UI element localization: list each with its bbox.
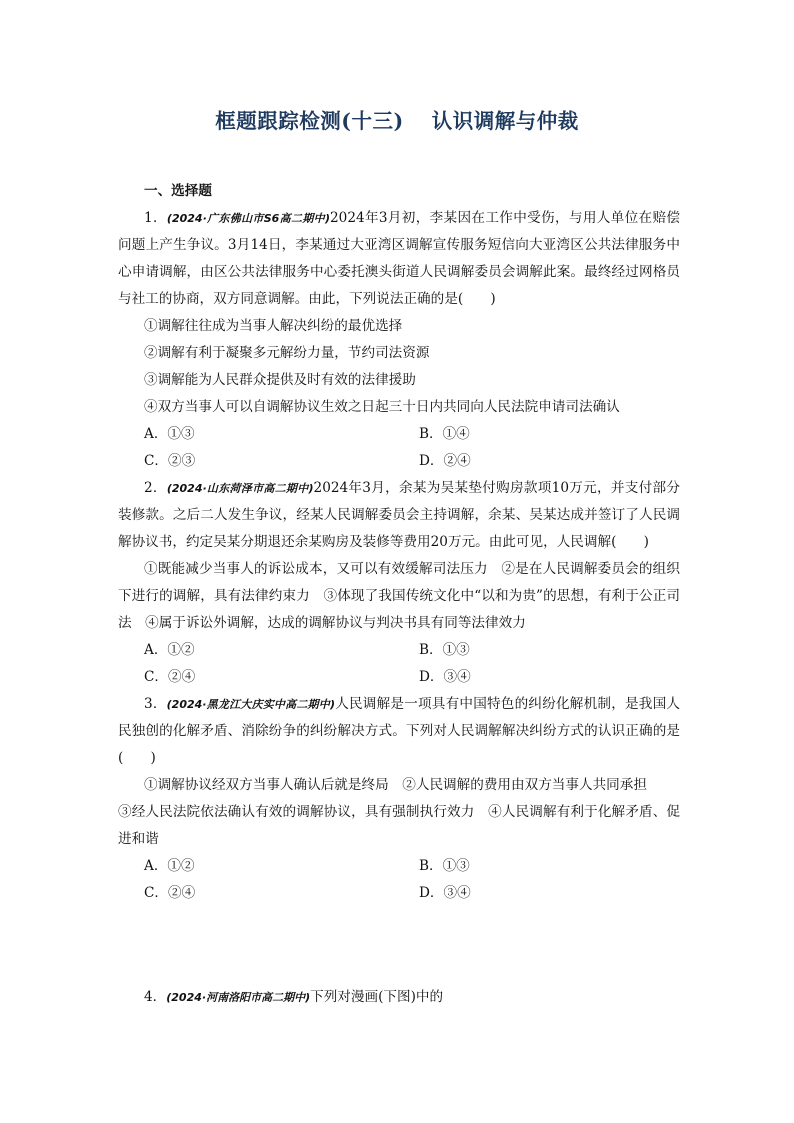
- question-4: [118, 984, 680, 1011]
- page-title: [0, 104, 794, 134]
- question-3-choice-c: C．②④: [144, 885, 196, 901]
- page-title-main: 框题跟踪检测(十三): [215, 109, 404, 133]
- question-1-statement-4: ④双方当事人可以自调解协议生效之日起三十日内共同向人民法院申请司法确认: [144, 399, 620, 415]
- question-3-choice-b: B．①③: [419, 858, 470, 874]
- question-2-statements: ①既能减少当事人的诉讼成本，又可以有效缓解司法压力 ②是在人民调解委员会的组织下进行的调解，具有法律约束力 ③体现了我国传统文化中“以和为贵”的思想，有利于公正司法 ④属于诉讼外调解，达成的调解协议与判决书具有同等法律效力: [118, 561, 680, 631]
- question-1-choice-a: A．①③: [144, 426, 195, 442]
- question-3-statements-b: ③经人民法院依法确认有效的调解协议，具有强制执行效力 ④人民调解有利于化解矛盾、促进和谐: [118, 804, 680, 847]
- question-4-source: (2024·河南洛阳市高二期中): [166, 991, 311, 1004]
- question-1-choice-c: C．②③: [144, 453, 196, 469]
- question-2-source: (2024·山东菏泽市高二期中): [166, 482, 314, 495]
- question-1-choices: [144, 421, 680, 475]
- question-2-choice-d: D．③④: [419, 669, 471, 685]
- question-1-choice-b: B．①④: [419, 426, 470, 442]
- question-3-source: (2024·黑龙江大庆实中高二期中): [166, 698, 335, 711]
- question-3-choice-d: D．③④: [419, 885, 471, 901]
- question-4-stem: 4．(2024·河南洛阳市高二期中)下列对漫画(下图)中的: [144, 989, 444, 1005]
- section-heading: 一、选择题: [144, 183, 212, 199]
- question-1-choice-d: D．②④: [419, 453, 471, 469]
- question-3-statements-a: ①调解协议经双方当事人确认后就是终局 ②人民调解的费用由双方当事人共同承担: [144, 777, 647, 793]
- question-3-choices: [144, 853, 680, 907]
- question-2-stem: 2．(2024·山东菏泽市高二期中)2024年3月，余某为吴某垫付购房款项10万元，并支付部分装修款。之后二人发生争议，经某人民调解委员会主持调解，余某、吴某达成并签订了人民调解协议书，约定吴某分期退还余某购房及装修等费用20万元。由此可见，人民调解( ): [118, 480, 681, 550]
- question-3-stem: 3．(2024·黑龙江大庆实中高二期中)人民调解是一项具有中国特色的纠纷化解机制，是我国人民独创的化解矛盾、消除纷争的纠纷解决方式。下列对人民调解解决纠纷方式的认识正确的是( ): [118, 696, 680, 766]
- question-2-choices: [144, 637, 680, 691]
- question-1-statement-3: ③调解能为人民群众提供及时有效的法律援助: [144, 372, 416, 388]
- question-1-statement-2: ②调解有利于凝聚多元解纷力量，节约司法资源: [144, 345, 430, 361]
- question-2-choice-b: B．①③: [419, 642, 470, 658]
- question-list: [118, 178, 680, 907]
- question-1-statement-1: ①调解往往成为当事人解决纠纷的最优选择: [144, 318, 403, 334]
- question-1-source: (2024·广东佛山市S6高二期中): [166, 212, 331, 225]
- question-3-choice-a: A．①②: [144, 858, 195, 874]
- question-2-choice-c: C．②④: [144, 669, 196, 685]
- question-2-choice-a: A．①②: [144, 642, 195, 658]
- page-title-sub: 认识调解与仲裁: [431, 109, 579, 133]
- question-1-stem: 1．(2024·广东佛山市S6高二期中)2024年3月初，李某因在工作中受伤，与用人单位在赔偿问题上产生争议。3月14日，李某通过大亚湾区调解宣传服务短信向大亚湾区公共法律服务中心申请调解，由区公共法律服务中心委托澳头街道人民调解委员会调解此案。最终经过网格员与社工的协商，双方同意调解。由此，下列说法正确的是( ): [118, 210, 680, 307]
